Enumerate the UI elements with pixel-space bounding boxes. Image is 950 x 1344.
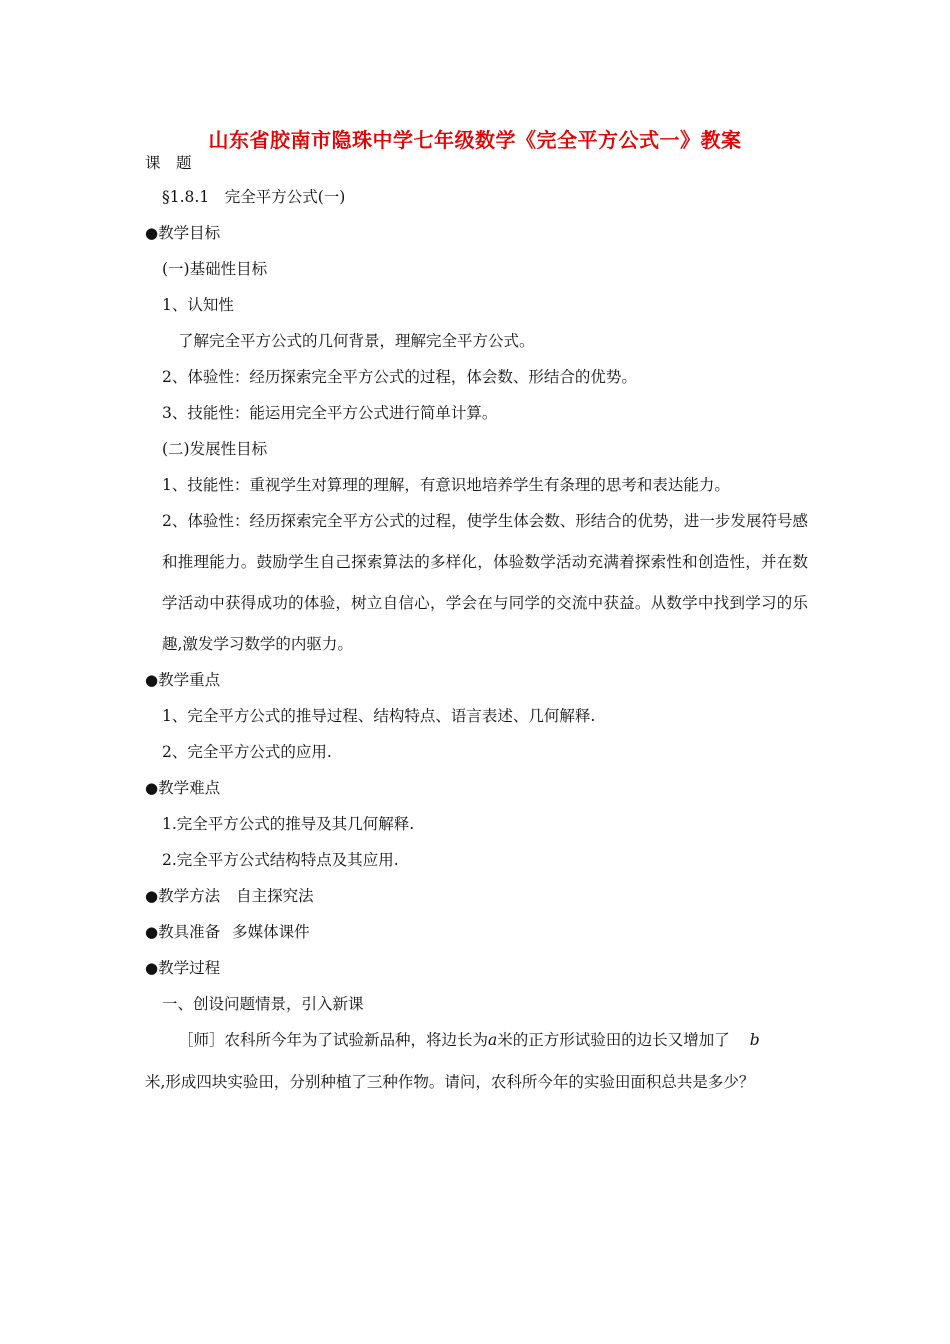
- keypoint-1: 1、完全平方公式的推导过程、结构特点、语言表述、几何解释.: [162, 707, 596, 725]
- difficulty-2: 2.完全平方公式结构特点及其应用.: [162, 851, 399, 869]
- basic-goal-1-body: 了解完全平方公式的几何背景，理解完全平方公式。: [178, 332, 535, 350]
- process-step-1: 一、创设问题情景，引入新课: [162, 995, 364, 1013]
- tools-line: [145, 922, 310, 942]
- basic-goal-2: 2、体验性：经历探索完全平方公式的过程，体会数、形结合的优势。: [162, 368, 637, 386]
- process-paragraph-line-1: ［师］农科所今年为了试验新品种，将边长为a米的正方形试验田的边长又增加了 b: [178, 1031, 760, 1049]
- bullet-icon: ●: [145, 671, 159, 689]
- dev-goal-2: 2、体验性：经历探索完全平方公式的过程，使学生体会数、形结合的优势，进一步发展符号感和推理能力。鼓励学生自己探索算法的多样化，体验数学活动充满着探索性和创造性，并在数学活动中获得成功的体验，树立自信心，学会在与同学的交流中获益。从数学中找到学习的乐趣,激发学习数学的内驱力。: [162, 512, 808, 653]
- keypoint-2: 2、完全平方公式的应用.: [162, 743, 332, 761]
- method-line: [145, 886, 314, 906]
- bullet-icon: ●: [145, 923, 159, 941]
- bullet-icon: ●: [145, 959, 159, 977]
- tools-heading: 教具准备: [158, 923, 221, 941]
- basic-goal-3: 3、技能性：能运用完全平方公式进行简单计算。: [162, 404, 498, 422]
- method-value: 自主探究法: [236, 887, 314, 905]
- topic-value: §1.8.1 完全平方公式(一): [162, 188, 346, 206]
- bullet-icon: ●: [145, 779, 159, 797]
- method-heading: 教学方法: [158, 887, 221, 905]
- dev-goals-heading: (二)发展性目标: [162, 440, 268, 458]
- bullet-icon: ●: [145, 224, 159, 242]
- goals-heading: ●教学目标: [145, 224, 221, 242]
- page-title: 山东省胶南市隐珠中学七年级数学《完全平方公式一》教案: [208, 128, 742, 152]
- process-heading: ●教学过程: [145, 959, 221, 977]
- basic-goals-heading: (一)基础性目标: [162, 260, 268, 278]
- topic-label: 课 题: [145, 154, 192, 172]
- dev-goal-1: 1、技能性：重视学生对算理的理解，有意识地培养学生有条理的思考和表达能力。: [162, 476, 730, 494]
- bullet-icon: ●: [145, 887, 159, 905]
- difficulties-heading: ●教学难点: [145, 779, 221, 797]
- tools-value: 多媒体课件: [232, 923, 310, 941]
- basic-goal-1-title: 1、认知性: [162, 296, 234, 314]
- variable-b: b: [749, 1031, 760, 1049]
- variable-a: a: [488, 1031, 498, 1049]
- process-paragraph-line-2: 米,形成四块实验田，分别种植了三种作物。请问，农科所今年的实验田面积总共是多少？: [145, 1073, 755, 1091]
- difficulty-1: 1.完全平方公式的推导及其几何解释.: [162, 815, 415, 833]
- keypoints-heading: ●教学重点: [145, 671, 221, 689]
